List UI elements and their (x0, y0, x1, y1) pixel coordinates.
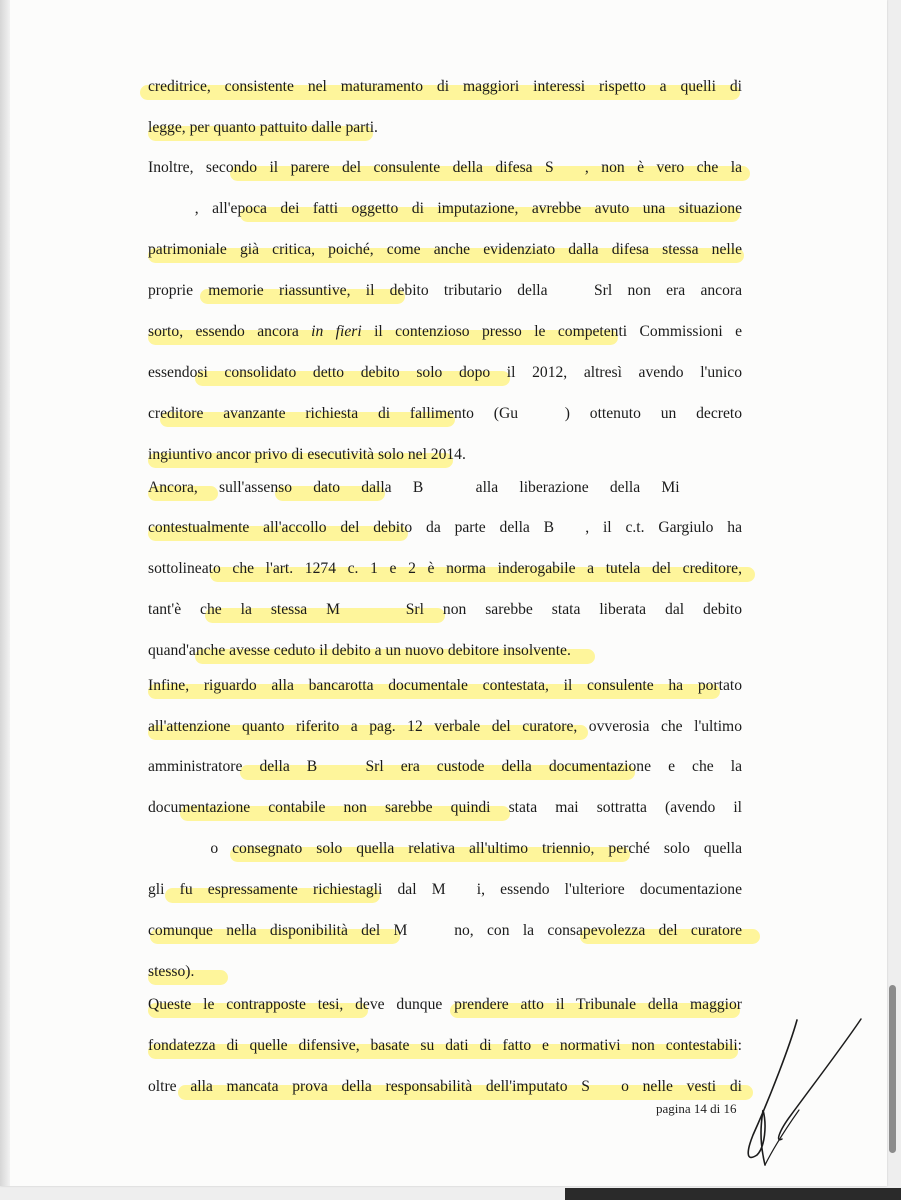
bottom-bar (565, 1188, 901, 1200)
text-line: tant'è che la stessa M Srl non sarebbe stata liberata dal debito (148, 601, 742, 618)
text-line: sottolineato che l'art. 1274 c. 1 e 2 è norma inderogabile a tutela del creditore, (148, 560, 742, 577)
text-line: Infine, riguardo alla bancarotta documentale contestata, il consulente ha portato (148, 677, 742, 694)
text-line: stesso). (148, 963, 195, 980)
text-line: all'attenzione quanto riferito a pag. 12 verbale del curatore, ovverosia che l'ultimo (148, 718, 742, 735)
text-line: o consegnato solo quella relativa all'ultimo triennio, perché solo quella (148, 840, 742, 857)
text-line: creditrice, consistente nel maturamento di maggiori interessi rispetto a quelli di (148, 78, 742, 95)
text-line: , all'epoca dei fatti oggetto di imputazione, avrebbe avuto una situazione (148, 200, 742, 217)
scrollbar-thumb[interactable] (889, 985, 896, 1153)
text-line: proprie memorie riassuntive, il debito tributario della Srl non era ancora (148, 282, 742, 299)
page-number: pagina 14 di 16 (656, 1101, 737, 1116)
text-line: comunque nella disponibilità del M no, con la consapevolezza del curatore (148, 922, 742, 939)
text-line: contestualmente all'accollo del debito da parte della B , il c.t. Gargiulo ha (148, 519, 742, 536)
text-line: creditore avanzante richiesta di fallimento (Gu ) ottenuto un decreto (148, 405, 742, 422)
text-line: patrimoniale già critica, poiché, come anche evidenziato dalla difesa stessa nelle (148, 241, 742, 258)
text-line: oltre alla mancata prova della responsabilità dell'imputato S o nelle vesti di (148, 1078, 742, 1095)
text-line: amministratore della B Srl era custode della documentazione e che la (148, 758, 742, 775)
text-line: Queste le contrapposte tesi, deve dunque prendere atto il Tribunale della maggior (148, 996, 742, 1013)
text-line: essendosi consolidato detto debito solo dopo il 2012, altresì avendo l'unico (148, 364, 742, 381)
handwritten-signature (735, 1015, 870, 1170)
scan-edge (0, 0, 10, 1186)
text-line: gli fu espressamente richiestagli dal M i, essendo l'ulteriore documentazione (148, 881, 742, 898)
text-line: documentazione contabile non sarebbe quindi stata mai sottratta (avendo il (148, 799, 742, 816)
text-line: sorto, essendo ancora in fieri il contenzioso presso le competenti Commissioni e (148, 323, 743, 340)
text-line: Ancora, sull'assenso dato dalla B alla liberazione della Mi (148, 479, 742, 496)
text-line: Inoltre, secondo il parere del consulente della difesa S , non è vero che la (148, 159, 742, 176)
text-line: fondatezza di quelle difensive, basate su dati di fatto e normativi non contestabili: (148, 1037, 742, 1054)
text-line: ingiuntivo ancor privo di esecutività solo nel 2014. (148, 446, 466, 463)
text-line: quand'anche avesse ceduto il debito a un nuovo debitore insolvente. (148, 642, 571, 659)
text-line: legge, per quanto pattuito dalle parti. (148, 119, 378, 136)
